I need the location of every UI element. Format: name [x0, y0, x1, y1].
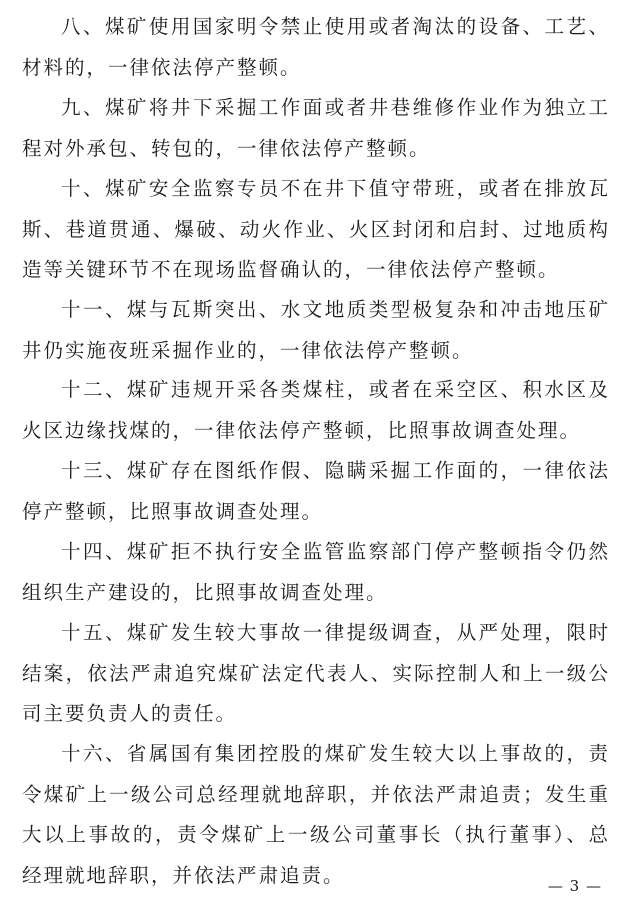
paragraph-item-9: 九、煤矿将井下采掘工作面或者井巷维修作业作为独立工程对外承包、转包的，一律依法停产整顿。	[22, 96, 610, 160]
paragraph-item-15: 十五、煤矿发生较大事故一律提级调查，从严处理，限时结案，依法严肃追究煤矿法定代表人、实际控制人和上一级公司主要负责人的责任。	[22, 621, 610, 725]
paragraph-item-14: 十四、煤矿拒不执行安全监管监察部门停产整顿指令仍然组织生产建设的，比照事故调查处理。	[22, 540, 610, 604]
paragraph-item-12: 十二、煤矿违规开采各类煤柱，或者在采空区、积水区及火区边缘找煤的，一律依法停产整顿，比照事故调查处理。	[22, 378, 610, 442]
paragraph-item-11: 十一、煤与瓦斯突出、水文地质类型极复杂和冲击地压矿井仍实施夜班采掘作业的，一律依法停产整顿。	[22, 298, 610, 362]
paragraph-item-16: 十六、省属国有集团控股的煤矿发生较大以上事故的，责令煤矿上一级公司总经理就地辞职，并依法严肃追责；发生重大以上事故的，责令煤矿上一级公司董事长（执行董事）、总经理就地辞职，并依法严肃追责。	[22, 742, 610, 887]
paragraph-item-10: 十、煤矿安全监察专员不在井下值守带班，或者在排放瓦斯、巷道贯通、爆破、动火作业、火区封闭和启封、过地质构造等关键环节不在现场监督确认的，一律依法停产整顿。	[22, 177, 610, 281]
paragraph-item-13: 十三、煤矿存在图纸作假、隐瞒采掘工作面的，一律依法停产整顿，比照事故调查处理。	[22, 459, 610, 523]
paragraph-item-8: 八、煤矿使用国家明令禁止使用或者淘汰的设备、工艺、材料的，一律依法停产整顿。	[22, 15, 610, 79]
page-number: — 3 —	[547, 877, 602, 895]
